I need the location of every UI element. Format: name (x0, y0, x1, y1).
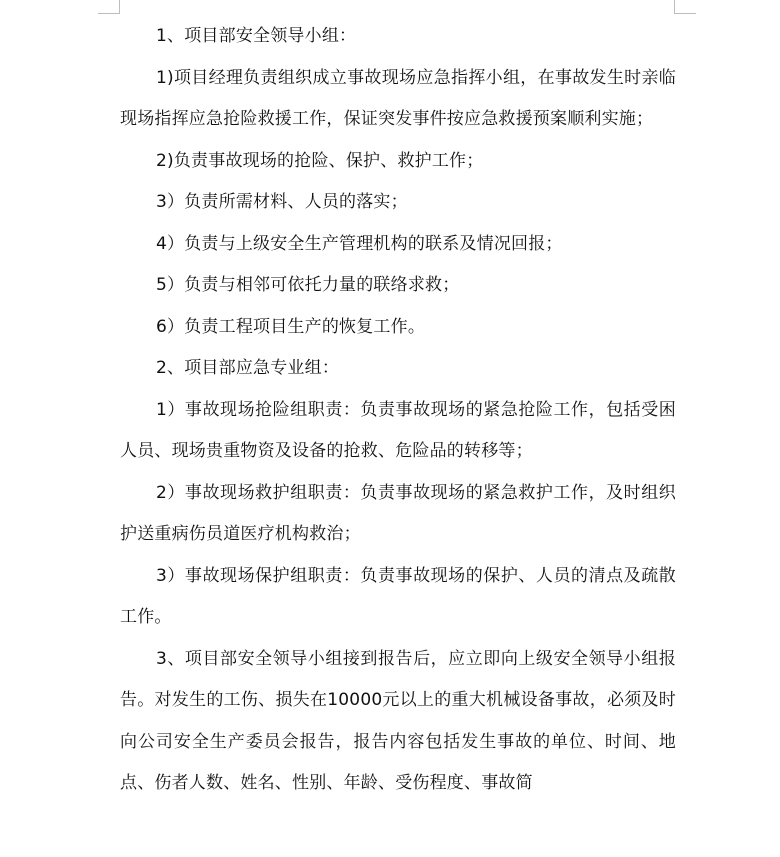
paragraph-item-2-2: 2）事故现场救护组职责：负责事故现场的紧急救护工作，及时组织护送重病伤员道医疗机构救治； (120, 482, 676, 544)
paragraph-item-1-1: 1)项目经理负责组织成立事故现场应急指挥小组，在事故发生时亲临现场指挥应急抢险救援工作，保证突发事件按应急救援预案顺利实施； (120, 67, 676, 129)
crop-mark-top-left-horizontal (98, 13, 120, 14)
paragraph-section-1-heading: 1、项目部安全领导小组： (156, 26, 357, 46)
paragraph-item-2-3: 3）事故现场保护组职责：负责事故现场的保护、人员的清点及疏散工作。 (120, 565, 676, 627)
crop-mark-top-right-horizontal (674, 13, 696, 14)
paragraph-item-1-3: 3）负责所需材料、人员的落实； (156, 192, 408, 212)
paragraph-item-2-1: 1）事故现场抢险组职责：负责事故现场的紧急抢险工作，包括受困人员、现场贵重物资及设备的抢救、危险品的转移等； (120, 399, 676, 461)
document-body (120, 16, 676, 805)
paragraph-item-1-6: 6）负责工程项目生产的恢复工作。 (156, 316, 426, 337)
paragraph-section-3: 3、项目部安全领导小组接到报告后，应立即向上级安全领导小组报告。对发生的工伤、损失在10000元以上的重大机械设备事故，必须及时向公司安全生产委员会报告，报告内容包括发生事故的单位、时间、地点、伤者人数、姓名、性别、年龄、受伤程度、事故简 (120, 648, 676, 793)
paragraph-item-1-2: 2)负责事故现场的抢险、保护、救护工作； (156, 150, 484, 171)
crop-mark-top-left-vertical (119, 0, 120, 13)
crop-mark-top-right-vertical (674, 0, 675, 13)
paragraph-item-1-4: 4）负责与上级安全生产管理机构的联系及情况回报； (156, 233, 563, 254)
paragraph-item-1-5: 5）负责与相邻可依托力量的联络求救； (156, 275, 460, 295)
paragraph-section-2-heading: 2、项目部应急专业组： (156, 358, 340, 378)
